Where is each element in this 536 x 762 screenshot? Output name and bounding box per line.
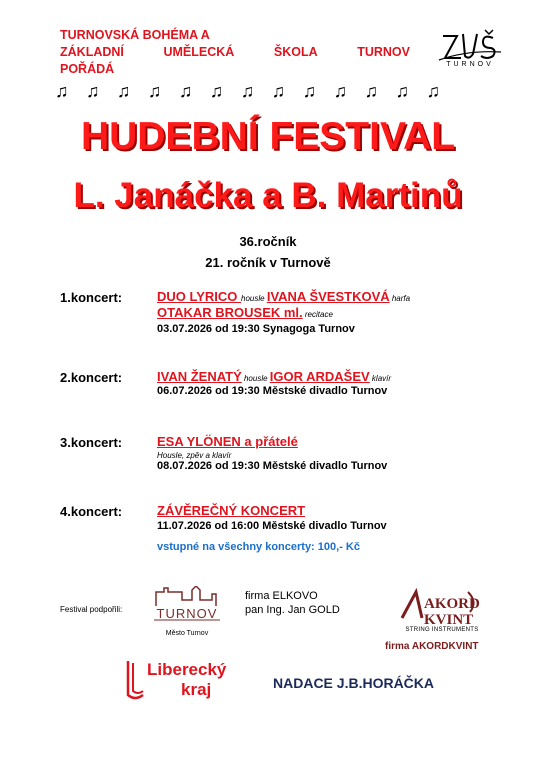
festival-title: HUDEBNÍ FESTIVAL bbox=[80, 115, 456, 158]
liberecky-logo-text: Liberecký bbox=[147, 660, 227, 679]
concert-date-venue: 11.07.2026 od 16:00 Městské divadlo Turnov bbox=[157, 520, 387, 532]
turnov-logo-word: TURNOV bbox=[156, 606, 218, 621]
instrument-label: harfa bbox=[389, 294, 411, 303]
organizer-word: UMĚLECKÁ bbox=[163, 45, 235, 59]
music-note-icon: ♫ bbox=[302, 81, 317, 101]
music-note-icon: ♫ bbox=[209, 81, 224, 101]
music-note-icon: ♫ bbox=[147, 81, 162, 101]
performer-name: IGOR ARDAŠEV bbox=[269, 369, 370, 384]
music-note-icon: ♫ bbox=[333, 81, 348, 101]
concert-label: 2.koncert: bbox=[60, 370, 123, 385]
concert-date-venue: 06.07.2026 od 19:30 Městské divadlo Turnov bbox=[157, 385, 388, 397]
edition-turnov: 21. ročník v Turnově bbox=[205, 255, 331, 270]
akord-logo-text: AKORD bbox=[424, 596, 480, 612]
concert-performers bbox=[157, 434, 298, 449]
concert-label: 4.koncert: bbox=[60, 504, 123, 519]
liberecky-kraj-logo-icon bbox=[125, 657, 235, 702]
organizer-word: ZÁKLADNÍ bbox=[60, 45, 124, 59]
performer-name: OTAKAR BROUSEK ml. bbox=[157, 305, 303, 320]
instrument-note: Housle, zpěv a klavír bbox=[157, 451, 232, 460]
zus-logo-caption: TURNOV bbox=[446, 61, 494, 68]
festival-subtitle: L. Janáčka a B. Martinů bbox=[73, 176, 463, 215]
edition-number: 36.ročník bbox=[239, 234, 297, 249]
concert-performers bbox=[157, 503, 305, 518]
instrument-label: housle bbox=[241, 294, 267, 303]
turnov-logo-caption: Město Turnov bbox=[165, 630, 209, 637]
organizer-word: TURNOV bbox=[357, 45, 410, 59]
instrument-label: housle bbox=[241, 374, 270, 383]
music-note-icon: ♫ bbox=[240, 81, 255, 101]
admission-price: vstupné na všechny koncerty: 100,- Kč bbox=[157, 541, 360, 553]
concert-label: 3.koncert: bbox=[60, 435, 123, 450]
music-note-icon: ♫ bbox=[116, 81, 131, 101]
performer-name: ESA YLÖNEN a přátelé bbox=[157, 434, 298, 449]
concert-label: 1.koncert: bbox=[60, 290, 123, 305]
music-note-icon: ♫ bbox=[395, 81, 409, 101]
music-note-icon: ♫ bbox=[85, 81, 100, 101]
organizer-line1: TURNOVSKÁ BOHÉMA A bbox=[60, 28, 210, 42]
music-notes-row bbox=[55, 80, 440, 102]
kvint-logo-text: KVINT bbox=[424, 612, 474, 628]
performer-name: IVANA ŠVESTKOVÁ bbox=[266, 289, 390, 304]
organizer-line2 bbox=[60, 44, 410, 61]
concert-performers bbox=[157, 305, 333, 320]
performer-name: IVAN ŽENATÝ bbox=[157, 369, 242, 384]
concert-performers bbox=[157, 369, 391, 384]
akordkvint-logo-icon bbox=[400, 588, 480, 632]
support-label: Festival podpořili: bbox=[60, 605, 123, 614]
organizer-word: ŠKOLA bbox=[273, 45, 318, 59]
music-note-icon: ♫ bbox=[178, 81, 193, 101]
kraj-logo-text: kraj bbox=[181, 680, 212, 699]
organizer-line3: POŘÁDÁ bbox=[60, 62, 115, 76]
music-note-icon: ♫ bbox=[271, 81, 286, 101]
performer-name: ZÁVĚREČNÝ KONCERT bbox=[157, 503, 306, 518]
concert-date-venue: 08.07.2026 od 19:30 Městské divadlo Turnov bbox=[157, 460, 388, 472]
performer-name: DUO LYRICO bbox=[157, 289, 242, 304]
akordkvint-caption: firma AKORDKVINT bbox=[385, 641, 479, 652]
music-note-icon: ♫ bbox=[55, 81, 69, 101]
concert-performers bbox=[157, 289, 410, 304]
music-note-icon: ♫ bbox=[426, 81, 440, 101]
instrument-label: klavír bbox=[369, 374, 392, 383]
akordkvint-logo-sub: STRING INSTRUMENTS bbox=[405, 627, 479, 633]
concert-date-venue: 03.07.2026 od 19:30 Synagoga Turnov bbox=[157, 323, 355, 335]
nadace-name: NADACE J.B.HORÁČKA bbox=[273, 675, 435, 691]
instrument-label: recitace bbox=[302, 310, 333, 319]
sponsor-firm: firma ELKOVO bbox=[245, 590, 318, 602]
sponsor-person: pan Ing. Jan GOLD bbox=[245, 604, 340, 616]
music-note-icon: ♫ bbox=[364, 81, 379, 101]
